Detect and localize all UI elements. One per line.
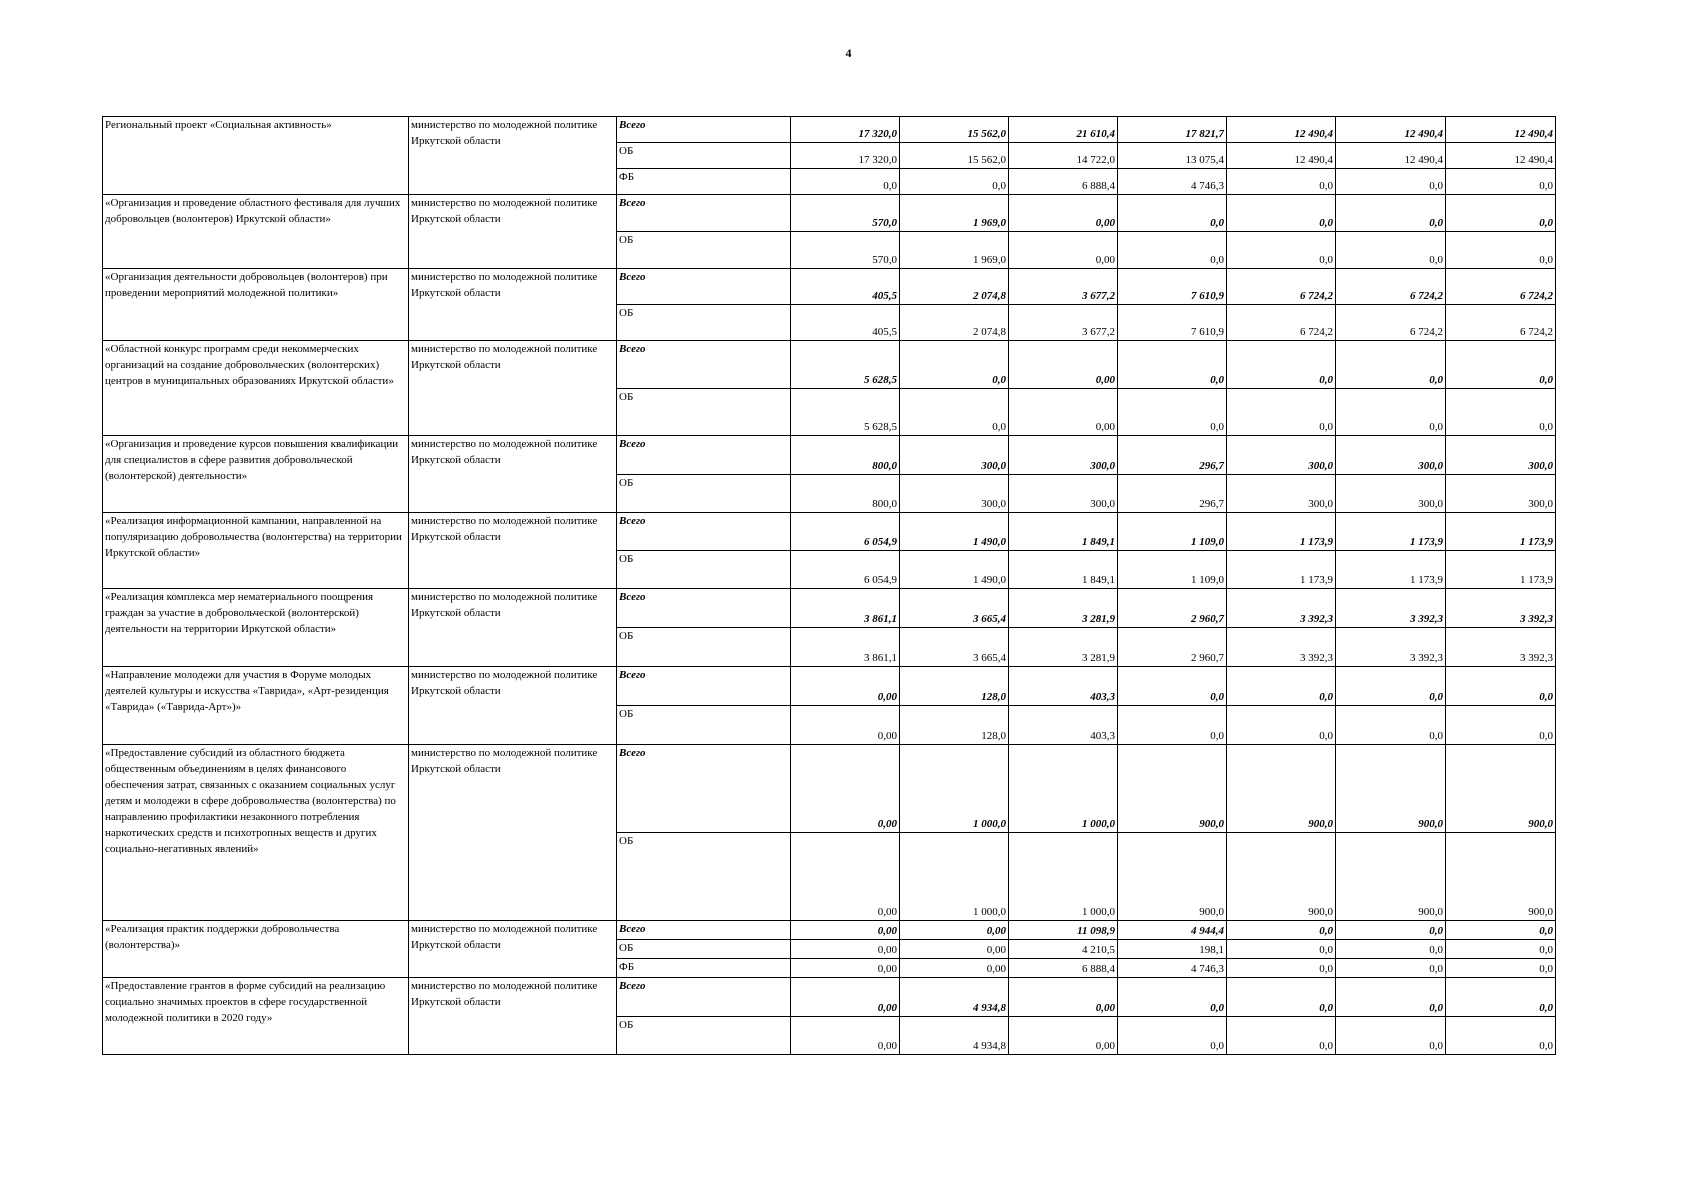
funding-source: ОБ	[617, 143, 791, 169]
amount-cell: 2 960,7	[1118, 589, 1227, 628]
amount-cell: 3 861,1	[791, 628, 900, 667]
funding-source: Всего	[617, 745, 791, 833]
amount-cell: 0,00	[791, 921, 900, 940]
funding-source: Всего	[617, 589, 791, 628]
amount-cell: 0,0	[1446, 232, 1556, 269]
amount-cell: 300,0	[1227, 436, 1336, 475]
funding-source: Всего	[617, 513, 791, 551]
amount-cell: 300,0	[900, 475, 1009, 513]
amount-cell: 0,0	[1446, 921, 1556, 940]
amount-cell: 6 054,9	[791, 551, 900, 589]
amount-cell: 0,00	[791, 978, 900, 1017]
table-row	[103, 921, 1556, 940]
amount-cell: 1 490,0	[900, 513, 1009, 551]
executor-name: министерство по молодежной политике Иркутской области	[409, 269, 617, 341]
amount-cell: 0,0	[1446, 389, 1556, 436]
funding-source: ОБ	[617, 833, 791, 921]
program-name: «Областной конкурс программ среди некоммерческих организаций на создание добровольческих (волонтерских) центров в муниципальных образованиях Иркутской области»	[103, 341, 409, 436]
funding-source: Всего	[617, 195, 791, 232]
amount-cell: 0,0	[1446, 195, 1556, 232]
amount-cell: 0,0	[1336, 978, 1446, 1017]
amount-cell: 1 109,0	[1118, 513, 1227, 551]
amount-cell: 296,7	[1118, 436, 1227, 475]
amount-cell: 0,00	[900, 940, 1009, 959]
amount-cell: 6 888,4	[1009, 169, 1118, 195]
funding-source: ОБ	[617, 389, 791, 436]
amount-cell: 128,0	[900, 706, 1009, 745]
amount-cell: 0,0	[1118, 195, 1227, 232]
amount-cell: 0,0	[1227, 921, 1336, 940]
amount-cell: 2 074,8	[900, 305, 1009, 341]
amount-cell: 0,0	[1227, 389, 1336, 436]
table-row	[103, 341, 1556, 389]
amount-cell: 800,0	[791, 436, 900, 475]
amount-cell: 0,0	[1118, 667, 1227, 706]
page-number: 4	[845, 46, 852, 60]
amount-cell: 0,0	[1227, 341, 1336, 389]
funding-source: ОБ	[617, 1017, 791, 1055]
funding-source: ФБ	[617, 959, 791, 978]
amount-cell: 6 054,9	[791, 513, 900, 551]
amount-cell: 0,0	[1446, 667, 1556, 706]
amount-cell: 1 849,1	[1009, 551, 1118, 589]
amount-cell: 0,00	[1009, 341, 1118, 389]
amount-cell: 6 724,2	[1336, 269, 1446, 305]
amount-cell: 0,0	[1446, 1017, 1556, 1055]
amount-cell: 12 490,4	[1446, 117, 1556, 143]
amount-cell: 3 392,3	[1227, 628, 1336, 667]
amount-cell: 1 173,9	[1227, 513, 1336, 551]
amount-cell: 0,0	[1336, 195, 1446, 232]
amount-cell: 3 392,3	[1336, 628, 1446, 667]
table-row	[103, 745, 1556, 833]
amount-cell: 17 821,7	[1118, 117, 1227, 143]
amount-cell: 7 610,9	[1118, 269, 1227, 305]
amount-cell: 1 109,0	[1118, 551, 1227, 589]
amount-cell: 0,0	[1446, 940, 1556, 959]
funding-source: Всего	[617, 269, 791, 305]
amount-cell: 3 665,4	[900, 589, 1009, 628]
amount-cell: 4 944,4	[1118, 921, 1227, 940]
budget-table	[102, 116, 1556, 1055]
amount-cell: 12 490,4	[1227, 143, 1336, 169]
amount-cell: 0,00	[900, 959, 1009, 978]
amount-cell: 900,0	[1227, 745, 1336, 833]
funding-source: ОБ	[617, 551, 791, 589]
amount-cell: 0,0	[1336, 1017, 1446, 1055]
program-name: «Реализация комплекса мер нематериального поощрения граждан за участие в добровольческой (волонтерской) деятельности на территории Иркутской области»	[103, 589, 409, 667]
program-name: «Реализация информационной кампании, направленной на популяризацию добровольчества (волонтерства) на территории Иркутской области»	[103, 513, 409, 589]
amount-cell: 0,0	[900, 341, 1009, 389]
amount-cell: 0,00	[791, 1017, 900, 1055]
amount-cell: 0,0	[1446, 341, 1556, 389]
amount-cell: 3 677,2	[1009, 269, 1118, 305]
amount-cell: 1 173,9	[1446, 513, 1556, 551]
amount-cell: 300,0	[1336, 436, 1446, 475]
amount-cell: 570,0	[791, 232, 900, 269]
amount-cell: 0,0	[1336, 706, 1446, 745]
amount-cell: 0,0	[791, 169, 900, 195]
funding-source: Всего	[617, 341, 791, 389]
amount-cell: 0,00	[791, 959, 900, 978]
amount-cell: 11 098,9	[1009, 921, 1118, 940]
amount-cell: 0,00	[791, 706, 900, 745]
amount-cell: 0,0	[1336, 232, 1446, 269]
table-row	[103, 513, 1556, 551]
amount-cell: 15 562,0	[900, 143, 1009, 169]
amount-cell: 0,0	[1446, 978, 1556, 1017]
amount-cell: 0,0	[1227, 940, 1336, 959]
amount-cell: 6 724,2	[1227, 305, 1336, 341]
amount-cell: 6 724,2	[1446, 305, 1556, 341]
amount-cell: 0,0	[1227, 706, 1336, 745]
amount-cell: 15 562,0	[900, 117, 1009, 143]
amount-cell: 570,0	[791, 195, 900, 232]
amount-cell: 0,0	[1227, 195, 1336, 232]
executor-name: министерство по молодежной политике Иркутской области	[409, 745, 617, 921]
funding-source: ОБ	[617, 628, 791, 667]
amount-cell: 3 392,3	[1336, 589, 1446, 628]
executor-name: министерство по молодежной политике Иркутской области	[409, 513, 617, 589]
amount-cell: 0,00	[791, 667, 900, 706]
amount-cell: 1 173,9	[1336, 551, 1446, 589]
table-row	[103, 269, 1556, 305]
amount-cell: 296,7	[1118, 475, 1227, 513]
amount-cell: 1 849,1	[1009, 513, 1118, 551]
table-row	[103, 589, 1556, 628]
amount-cell: 12 490,4	[1227, 117, 1336, 143]
funding-source: ОБ	[617, 232, 791, 269]
amount-cell: 405,5	[791, 269, 900, 305]
amount-cell: 900,0	[1336, 745, 1446, 833]
amount-cell: 0,0	[1118, 706, 1227, 745]
amount-cell: 5 628,5	[791, 389, 900, 436]
amount-cell: 3 861,1	[791, 589, 900, 628]
executor-name: министерство по молодежной политике Иркутской области	[409, 341, 617, 436]
executor-name: министерство по молодежной политике Иркутской области	[409, 589, 617, 667]
amount-cell: 6 724,2	[1227, 269, 1336, 305]
amount-cell: 4 934,8	[900, 1017, 1009, 1055]
amount-cell: 198,1	[1118, 940, 1227, 959]
amount-cell: 0,00	[1009, 978, 1118, 1017]
amount-cell: 3 392,3	[1446, 589, 1556, 628]
amount-cell: 1 173,9	[1336, 513, 1446, 551]
amount-cell: 4 210,5	[1009, 940, 1118, 959]
amount-cell: 0,00	[791, 745, 900, 833]
program-name: «Реализация практик поддержки добровольчества (волонтерства)»	[103, 921, 409, 978]
amount-cell: 0,0	[1446, 959, 1556, 978]
program-name: «Организация и проведение курсов повышения квалификации для специалистов в сфере развития добровольческой (волонтерской) деятельности»	[103, 436, 409, 513]
executor-name: министерство по молодежной политике Иркутской области	[409, 195, 617, 269]
amount-cell: 0,0	[1118, 1017, 1227, 1055]
amount-cell: 0,00	[900, 921, 1009, 940]
amount-cell: 0,0	[1227, 232, 1336, 269]
amount-cell: 1 000,0	[900, 833, 1009, 921]
amount-cell: 14 722,0	[1009, 143, 1118, 169]
funding-source: ОБ	[617, 706, 791, 745]
amount-cell: 0,00	[791, 833, 900, 921]
executor-name: министерство по молодежной политике Иркутской области	[409, 667, 617, 745]
amount-cell: 3 392,3	[1446, 628, 1556, 667]
amount-cell: 0,0	[1227, 959, 1336, 978]
amount-cell: 0,00	[1009, 232, 1118, 269]
amount-cell: 2 960,7	[1118, 628, 1227, 667]
amount-cell: 1 000,0	[900, 745, 1009, 833]
amount-cell: 0,00	[791, 940, 900, 959]
amount-cell: 21 610,4	[1009, 117, 1118, 143]
amount-cell: 900,0	[1446, 833, 1556, 921]
amount-cell: 0,0	[1118, 232, 1227, 269]
executor-name: министерство по молодежной политике Иркутской области	[409, 436, 617, 513]
amount-cell: 900,0	[1446, 745, 1556, 833]
amount-cell: 0,0	[1227, 978, 1336, 1017]
amount-cell: 6 724,2	[1446, 269, 1556, 305]
amount-cell: 300,0	[1009, 475, 1118, 513]
program-name: Региональный проект «Социальная активность»	[103, 117, 409, 195]
amount-cell: 900,0	[1227, 833, 1336, 921]
amount-cell: 1 000,0	[1009, 745, 1118, 833]
program-name: «Организация и проведение областного фестиваля для лучших добровольцев (волонтеров) Иркутской области»	[103, 195, 409, 269]
amount-cell: 300,0	[1227, 475, 1336, 513]
amount-cell: 0,0	[1118, 389, 1227, 436]
funding-source: Всего	[617, 117, 791, 143]
amount-cell: 0,0	[1227, 1017, 1336, 1055]
funding-source: ОБ	[617, 940, 791, 959]
amount-cell: 13 075,4	[1118, 143, 1227, 169]
funding-source: Всего	[617, 667, 791, 706]
program-name: «Предоставление грантов в форме субсидий на реализацию социально значимых проектов в сфере государственной молодежной политики в 2020 году»	[103, 978, 409, 1055]
amount-cell: 0,0	[1336, 959, 1446, 978]
table-row	[103, 667, 1556, 706]
table-row	[103, 195, 1556, 232]
amount-cell: 300,0	[1446, 436, 1556, 475]
amount-cell: 17 320,0	[791, 117, 900, 143]
amount-cell: 0,0	[900, 389, 1009, 436]
amount-cell: 800,0	[791, 475, 900, 513]
amount-cell: 900,0	[1118, 745, 1227, 833]
amount-cell: 3 665,4	[900, 628, 1009, 667]
amount-cell: 0,0	[1336, 940, 1446, 959]
amount-cell: 403,3	[1009, 706, 1118, 745]
amount-cell: 3 392,3	[1227, 589, 1336, 628]
amount-cell: 403,3	[1009, 667, 1118, 706]
amount-cell: 300,0	[1446, 475, 1556, 513]
executor-name: министерство по молодежной политике Иркутской области	[409, 921, 617, 978]
table-row	[103, 117, 1556, 143]
amount-cell: 0,00	[1009, 1017, 1118, 1055]
program-name: «Организация деятельности добровольцев (волонтеров) при проведении мероприятий молодежной политики»	[103, 269, 409, 341]
executor-name: министерство по молодежной политике Иркутской области	[409, 117, 617, 195]
amount-cell: 128,0	[900, 667, 1009, 706]
amount-cell: 0,0	[1336, 341, 1446, 389]
amount-cell: 0,00	[1009, 195, 1118, 232]
table-row	[103, 436, 1556, 475]
amount-cell: 3 677,2	[1009, 305, 1118, 341]
amount-cell: 0,0	[900, 169, 1009, 195]
executor-name: министерство по молодежной политике Иркутской области	[409, 978, 617, 1055]
amount-cell: 3 281,9	[1009, 589, 1118, 628]
amount-cell: 1 173,9	[1446, 551, 1556, 589]
funding-source: Всего	[617, 921, 791, 940]
funding-source: Всего	[617, 978, 791, 1017]
amount-cell: 900,0	[1336, 833, 1446, 921]
amount-cell: 0,0	[1336, 169, 1446, 195]
amount-cell: 4 746,3	[1118, 959, 1227, 978]
amount-cell: 0,0	[1446, 169, 1556, 195]
amount-cell: 0,0	[1336, 667, 1446, 706]
funding-source: Всего	[617, 436, 791, 475]
amount-cell: 0,0	[1118, 341, 1227, 389]
program-name: «Направление молодежи для участия в Форуме молодых деятелей культуры и искусства «Таврида», «Арт-резиденция «Таврида» («Таврида-Арт»)»	[103, 667, 409, 745]
amount-cell: 7 610,9	[1118, 305, 1227, 341]
funding-source: ФБ	[617, 169, 791, 195]
amount-cell: 12 490,4	[1336, 117, 1446, 143]
amount-cell: 2 074,8	[900, 269, 1009, 305]
table-row	[103, 978, 1556, 1017]
amount-cell: 1 969,0	[900, 232, 1009, 269]
amount-cell: 0,0	[1227, 667, 1336, 706]
amount-cell: 300,0	[900, 436, 1009, 475]
amount-cell: 300,0	[1336, 475, 1446, 513]
amount-cell: 1 173,9	[1227, 551, 1336, 589]
amount-cell: 1 969,0	[900, 195, 1009, 232]
amount-cell: 12 490,4	[1336, 143, 1446, 169]
program-name: «Предоставление субсидий из областного бюджета общественным объединениям в целях финансового обеспечения затрат, связанных с оказанием социальных услуг детям и молодежи в сфере добровольчества (волонтерства) по направлению профилактики незаконного потребления наркотических средств и психотропных веществ и других социально-негативных явлений»	[103, 745, 409, 921]
amount-cell: 0,0	[1118, 978, 1227, 1017]
amount-cell: 6 888,4	[1009, 959, 1118, 978]
amount-cell: 0,0	[1227, 169, 1336, 195]
amount-cell: 300,0	[1009, 436, 1118, 475]
amount-cell: 5 628,5	[791, 341, 900, 389]
amount-cell: 900,0	[1118, 833, 1227, 921]
amount-cell: 6 724,2	[1336, 305, 1446, 341]
funding-source: ОБ	[617, 475, 791, 513]
amount-cell: 1 000,0	[1009, 833, 1118, 921]
amount-cell: 0,0	[1336, 921, 1446, 940]
amount-cell: 0,0	[1446, 706, 1556, 745]
amount-cell: 12 490,4	[1446, 143, 1556, 169]
amount-cell: 405,5	[791, 305, 900, 341]
amount-cell: 17 320,0	[791, 143, 900, 169]
amount-cell: 3 281,9	[1009, 628, 1118, 667]
amount-cell: 4 746,3	[1118, 169, 1227, 195]
funding-source: ОБ	[617, 305, 791, 341]
amount-cell: 4 934,8	[900, 978, 1009, 1017]
amount-cell: 1 490,0	[900, 551, 1009, 589]
amount-cell: 0,00	[1009, 389, 1118, 436]
amount-cell: 0,0	[1336, 389, 1446, 436]
